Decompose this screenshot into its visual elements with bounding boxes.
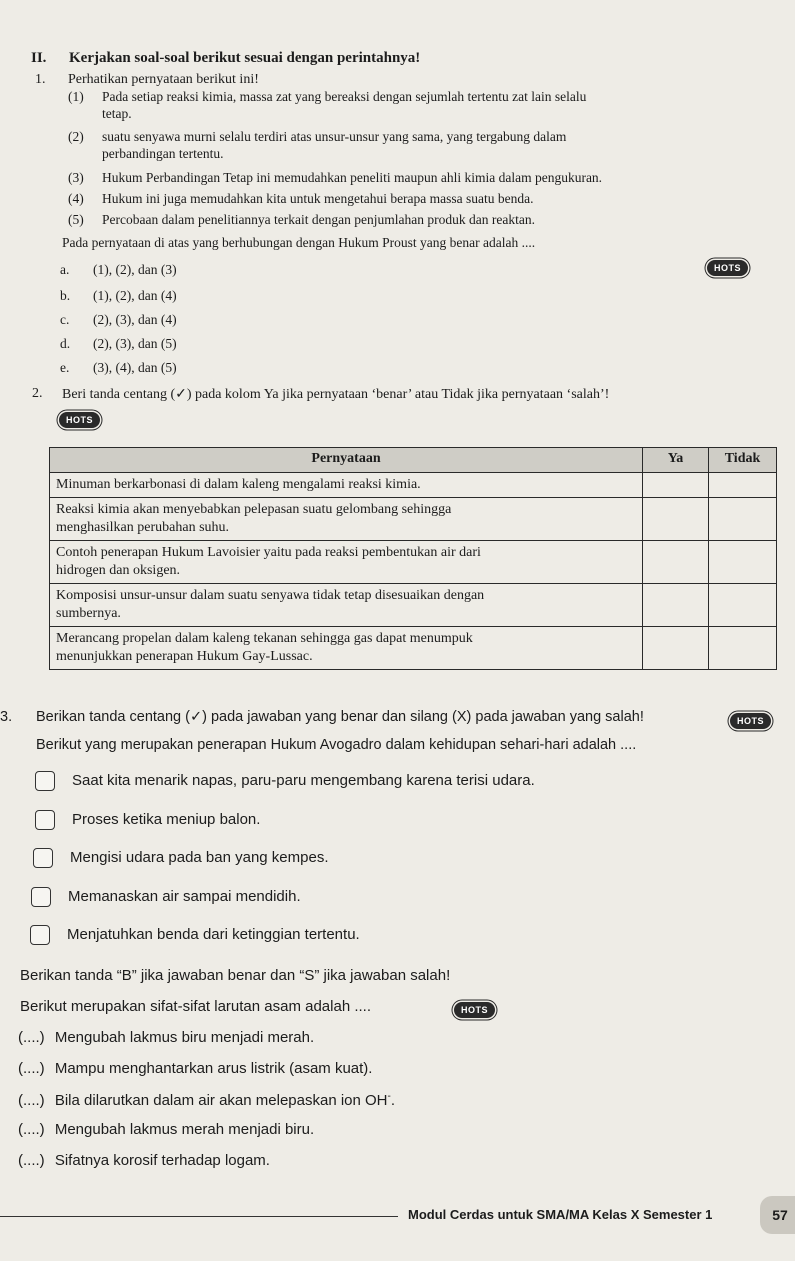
statement-line: Komposisi unsur-unsur dalam suatu senyawa tidak tetap disesuaikan dengan xyxy=(56,588,485,603)
answer-blank[interactable]: (....) xyxy=(18,1152,45,1169)
option-text: (2), (3), dan (5) xyxy=(93,336,177,351)
q4-item-text: Mampu menghantarkan arus listrik (asam kuat). xyxy=(54,1060,373,1077)
no-cell[interactable] xyxy=(709,541,777,584)
footer-title: Modul Cerdas untuk SMA/MA Kelas X Semester 1 xyxy=(408,1207,713,1222)
no-cell[interactable] xyxy=(709,473,777,498)
q3-checkbox-2[interactable] xyxy=(35,810,55,830)
statement-line: menunjukkan penerapan Hukum Gay-Lussac. xyxy=(56,649,313,664)
section-title: Kerjakan soal-soal berikut sesuai dengan perintahnya! xyxy=(69,50,421,66)
no-cell[interactable] xyxy=(709,627,777,670)
q4-hots-badge xyxy=(454,1000,495,1018)
option-letter: c. xyxy=(60,312,70,327)
table-row xyxy=(50,627,777,670)
q4-item-text: Bila dilarutkan dalam air akan melepaskan ion OH xyxy=(54,1092,388,1109)
q3-question: Berikut yang merupakan penerapan Hukum Avogadro dalam kehidupan sehari-hari adalah .... xyxy=(36,737,637,753)
statement-text: Pada setiap reaksi kimia, massa zat yang bereaksi dengan sejumlah tertentu zat lain selalu xyxy=(102,89,587,104)
q4-item-3 xyxy=(18,1091,395,1109)
q1-number: 1. xyxy=(35,72,46,87)
statement-cell xyxy=(50,473,643,498)
q1-question-text: Pada pernyataan di atas yang berhubungan dengan Hukum Proust yang benar adalah .... xyxy=(62,235,536,250)
sentence-end: . xyxy=(390,1092,396,1109)
option-letter: b. xyxy=(60,288,71,303)
table-header-row xyxy=(50,448,777,473)
q3-hots-badge xyxy=(730,711,771,729)
statement-cell xyxy=(50,541,643,584)
hots-badge: HOTS xyxy=(707,260,748,276)
statement-line: Merancang propelan dalam kaleng tekanan sehingga gas dapat menumpuk xyxy=(56,631,473,646)
q2-instruction: Beri tanda centang (✓) pada kolom Ya jika pernyataan ‘benar’ atau Tidak jika pernyataan ‘salah’! xyxy=(62,387,610,402)
q1-statement-1 xyxy=(68,89,587,105)
table-row xyxy=(50,498,777,541)
header-yes: Ya xyxy=(643,448,709,473)
option-text: (2), (3), dan (4) xyxy=(93,312,177,327)
answer-blank[interactable]: (....) xyxy=(18,1029,45,1046)
yes-cell[interactable] xyxy=(643,584,709,627)
header-statement: Pernyataan xyxy=(50,448,643,473)
yes-cell[interactable] xyxy=(643,627,709,670)
yes-cell[interactable] xyxy=(643,473,709,498)
q4-instruction: Berikan tanda “B” jika jawaban benar dan “S” jika jawaban salah! xyxy=(20,967,451,984)
statement-number: (4) xyxy=(68,191,84,206)
q2-number: 2. xyxy=(32,386,43,401)
q3-number: 3. xyxy=(0,709,13,725)
q3-option-1: Saat kita menarik napas, paru-paru mengembang karena terisi udara. xyxy=(72,772,535,789)
answer-blank[interactable]: (....) xyxy=(18,1092,45,1109)
q4-item-text: Mengubah lakmus biru menjadi merah. xyxy=(54,1029,315,1046)
page-number: 57 xyxy=(760,1196,795,1234)
statement-line: Minuman berkarbonasi di dalam kaleng mengalami reaksi kimia. xyxy=(56,477,421,492)
header-no: Tidak xyxy=(709,448,777,473)
option-letter: d. xyxy=(60,336,71,351)
statement-line: Reaksi kimia akan menyebabkan pelepasan suatu gelombang sehingga xyxy=(56,502,452,517)
statement-number: (5) xyxy=(68,212,84,227)
statement-text: suatu senyawa murni selalu terdiri atas unsur-unsur yang sama, yang tergabung dalam xyxy=(102,129,567,144)
hots-badge: HOTS xyxy=(730,713,771,729)
q3-option-3: Mengisi udara pada ban yang kempes. xyxy=(70,849,329,866)
q3-checkbox-3[interactable] xyxy=(33,848,53,868)
ion-charge: - xyxy=(387,1091,391,1102)
q1-statement-4 xyxy=(68,191,534,207)
statement-number: (3) xyxy=(68,170,84,185)
q4-item-2 xyxy=(18,1060,372,1077)
statement-line: menghasilkan perubahan suhu. xyxy=(56,520,230,535)
q1-statement-1-cont: tetap. xyxy=(102,106,132,121)
q3-checkbox-5[interactable] xyxy=(30,925,50,945)
statement-cell xyxy=(50,498,643,541)
q1-hots-badge xyxy=(707,258,748,276)
q3-option-2: Proses ketika meniup balon. xyxy=(72,811,261,828)
statement-text: Hukum ini juga memudahkan kita untuk mengetahui berapa massa suatu benda. xyxy=(102,191,534,206)
q4-item-4 xyxy=(18,1121,314,1138)
q1-statement-5 xyxy=(68,212,535,228)
option-letter: e. xyxy=(60,360,70,375)
statement-cell xyxy=(50,584,643,627)
footer-divider xyxy=(0,1216,398,1217)
hots-badge: HOTS xyxy=(59,412,100,428)
statement-number: (2) xyxy=(68,129,84,144)
q4-question: Berikut merupakan sifat-sifat larutan asam adalah .... xyxy=(20,998,372,1015)
q3-instruction: Berikan tanda centang (✓) pada jawaban yang benar dan silang (X) pada jawaban yang salah! xyxy=(36,709,644,725)
q1-intro: Perhatikan pernyataan berikut ini! xyxy=(68,72,259,87)
table-row xyxy=(50,473,777,498)
q4-item-1 xyxy=(18,1029,314,1046)
q3-option-5: Menjatuhkan benda dari ketinggian tertentu. xyxy=(67,926,360,943)
q1-statement-2-cont: perbandingan tertentu. xyxy=(102,146,224,161)
option-text: (1), (2), dan (3) xyxy=(93,262,177,277)
q1-question xyxy=(62,235,535,251)
statement-text: Percobaan dalam penelitiannya terkait dengan penjumlahan produk dan reaktan. xyxy=(102,212,535,227)
q4-item-text: Mengubah lakmus merah menjadi biru. xyxy=(54,1121,315,1138)
no-cell[interactable] xyxy=(709,498,777,541)
q4-item-text: Sifatnya korosif terhadap logam. xyxy=(54,1152,270,1169)
statement-number: (1) xyxy=(68,89,84,104)
q3-option-4: Memanaskan air sampai mendidih. xyxy=(68,888,301,905)
table-row xyxy=(50,541,777,584)
q2-hots-badge xyxy=(59,410,100,428)
q3-checkbox-4[interactable] xyxy=(31,887,51,907)
statement-cell xyxy=(50,627,643,670)
q3-checkbox-1[interactable] xyxy=(35,771,55,791)
no-cell[interactable] xyxy=(709,584,777,627)
section-number: II. xyxy=(31,50,47,66)
option-text: (1), (2), dan (4) xyxy=(93,288,177,303)
answer-blank[interactable]: (....) xyxy=(18,1121,45,1138)
answer-blank[interactable]: (....) xyxy=(18,1060,45,1077)
q1-statement-2 xyxy=(68,129,567,145)
option-text: (3), (4), dan (5) xyxy=(93,360,177,375)
option-letter: a. xyxy=(60,262,70,277)
hots-badge: HOTS xyxy=(454,1002,495,1018)
yes-cell[interactable] xyxy=(643,498,709,541)
table-row xyxy=(50,584,777,627)
q2-table xyxy=(49,447,777,670)
statement-line: Contoh penerapan Hukum Lavoisier yaitu pada reaksi pembentukan air dari xyxy=(56,545,481,560)
statement-line: hidrogen dan oksigen. xyxy=(56,563,181,578)
section-heading xyxy=(31,50,420,67)
q1-statement-3 xyxy=(68,170,603,186)
statement-text: Hukum Perbandingan Tetap ini memudahkan peneliti maupun ahli kimia dalam pengukuran. xyxy=(102,170,603,185)
statement-line: sumbernya. xyxy=(56,606,121,621)
q4-item-5 xyxy=(18,1152,270,1169)
yes-cell[interactable] xyxy=(643,541,709,584)
